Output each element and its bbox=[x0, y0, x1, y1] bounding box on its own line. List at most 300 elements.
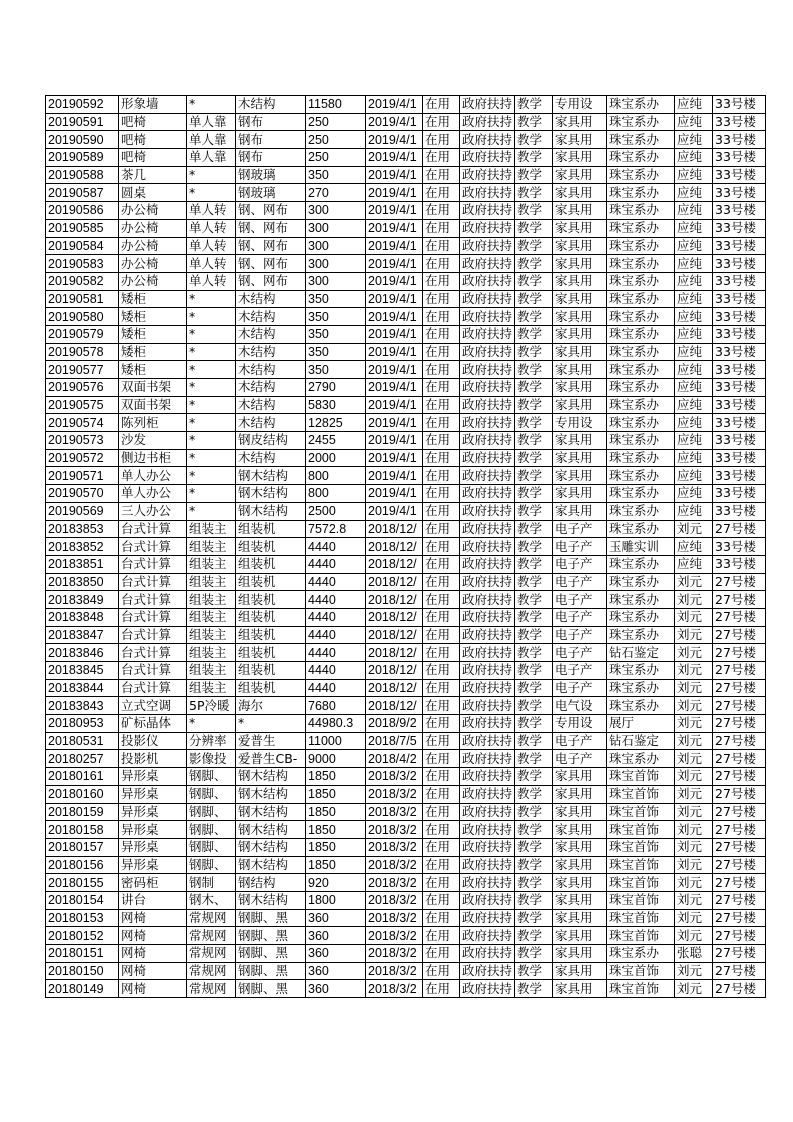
purchase-date-cell: 2018/3/2 bbox=[366, 856, 423, 874]
status-cell: 在用 bbox=[423, 361, 460, 379]
category-cell: 电子产 bbox=[553, 538, 607, 556]
asset-name-cell: 异形桌 bbox=[119, 838, 187, 856]
category-cell: 家具用 bbox=[553, 874, 607, 892]
asset-name-cell: 陈列柜 bbox=[119, 414, 187, 432]
asset-id-cell: 20180152 bbox=[46, 927, 119, 945]
spec-cell: * bbox=[187, 166, 236, 184]
spec-cell: 影像投 bbox=[187, 750, 236, 768]
location-cell: 27号楼 bbox=[713, 520, 766, 538]
asset-name-cell: 三人办公 bbox=[119, 502, 187, 520]
model-cell: 钢布 bbox=[236, 113, 306, 131]
asset-name-cell: 异形桌 bbox=[119, 821, 187, 839]
table-row bbox=[46, 715, 766, 733]
funding-source-cell: 政府扶持 bbox=[460, 803, 515, 821]
table-row bbox=[46, 785, 766, 803]
department-cell: 珠宝系办 bbox=[607, 485, 675, 503]
spec-cell: 组装主 bbox=[187, 573, 236, 591]
category-cell: 电子产 bbox=[553, 644, 607, 662]
price-cell: 1850 bbox=[306, 856, 366, 874]
table-row bbox=[46, 432, 766, 450]
price-cell: 1850 bbox=[306, 768, 366, 786]
spec-cell: 钢脚、 bbox=[187, 821, 236, 839]
price-cell: 1850 bbox=[306, 821, 366, 839]
status-cell: 在用 bbox=[423, 697, 460, 715]
table-row bbox=[46, 573, 766, 591]
price-cell: 800 bbox=[306, 485, 366, 503]
table-row bbox=[46, 379, 766, 397]
category-cell: 家具用 bbox=[553, 343, 607, 361]
asset-id-cell: 20183850 bbox=[46, 573, 119, 591]
asset-name-cell: 办公椅 bbox=[119, 219, 187, 237]
purchase-date-cell: 2018/3/2 bbox=[366, 962, 423, 980]
purchase-date-cell: 2018/12/ bbox=[366, 573, 423, 591]
spec-cell: 单人靠 bbox=[187, 113, 236, 131]
department-cell: 珠宝系办 bbox=[607, 414, 675, 432]
price-cell: 360 bbox=[306, 962, 366, 980]
table-row bbox=[46, 520, 766, 538]
location-cell: 27号楼 bbox=[713, 608, 766, 626]
purchase-date-cell: 2019/4/1 bbox=[366, 255, 423, 273]
model-cell: 钢木结构 bbox=[236, 838, 306, 856]
asset-id-cell: 20180531 bbox=[46, 732, 119, 750]
purchase-date-cell: 2018/12/ bbox=[366, 662, 423, 680]
price-cell: 360 bbox=[306, 909, 366, 927]
table-row bbox=[46, 219, 766, 237]
asset-name-cell: 网椅 bbox=[119, 962, 187, 980]
spec-cell: 组装主 bbox=[187, 644, 236, 662]
model-cell: 木结构 bbox=[236, 308, 306, 326]
department-cell: 珠宝系办 bbox=[607, 449, 675, 467]
custodian-cell: 应纯 bbox=[675, 361, 713, 379]
location-cell: 33号楼 bbox=[713, 113, 766, 131]
asset-id-cell: 20180153 bbox=[46, 909, 119, 927]
spec-cell: 单人转 bbox=[187, 202, 236, 220]
category-cell: 家具用 bbox=[553, 149, 607, 167]
status-cell: 在用 bbox=[423, 237, 460, 255]
status-cell: 在用 bbox=[423, 591, 460, 609]
table-row bbox=[46, 874, 766, 892]
location-cell: 33号楼 bbox=[713, 343, 766, 361]
custodian-cell: 张聪 bbox=[675, 945, 713, 963]
category-cell: 家具用 bbox=[553, 945, 607, 963]
asset-id-cell: 20190579 bbox=[46, 325, 119, 343]
asset-id-cell: 20180953 bbox=[46, 715, 119, 733]
usage-cell: 教学 bbox=[515, 502, 553, 520]
location-cell: 33号楼 bbox=[713, 502, 766, 520]
purchase-date-cell: 2018/9/2 bbox=[366, 715, 423, 733]
department-cell: 珠宝系办 bbox=[607, 608, 675, 626]
funding-source-cell: 政府扶持 bbox=[460, 467, 515, 485]
funding-source-cell: 政府扶持 bbox=[460, 662, 515, 680]
custodian-cell: 刘元 bbox=[675, 591, 713, 609]
category-cell: 电子产 bbox=[553, 732, 607, 750]
usage-cell: 教学 bbox=[515, 113, 553, 131]
status-cell: 在用 bbox=[423, 467, 460, 485]
location-cell: 27号楼 bbox=[713, 891, 766, 909]
category-cell: 家具用 bbox=[553, 202, 607, 220]
funding-source-cell: 政府扶持 bbox=[460, 520, 515, 538]
location-cell: 27号楼 bbox=[713, 962, 766, 980]
location-cell: 33号楼 bbox=[713, 396, 766, 414]
funding-source-cell: 政府扶持 bbox=[460, 891, 515, 909]
asset-table bbox=[45, 95, 766, 998]
price-cell: 1850 bbox=[306, 803, 366, 821]
model-cell: 钢木结构 bbox=[236, 768, 306, 786]
usage-cell: 教学 bbox=[515, 219, 553, 237]
model-cell: 组装机 bbox=[236, 626, 306, 644]
spec-cell: * bbox=[187, 432, 236, 450]
location-cell: 33号楼 bbox=[713, 467, 766, 485]
asset-name-cell: 吧椅 bbox=[119, 149, 187, 167]
department-cell: 珠宝首饰 bbox=[607, 891, 675, 909]
usage-cell: 教学 bbox=[515, 325, 553, 343]
custodian-cell: 刘元 bbox=[675, 750, 713, 768]
custodian-cell: 刘元 bbox=[675, 803, 713, 821]
usage-cell: 教学 bbox=[515, 662, 553, 680]
department-cell: 珠宝系办 bbox=[607, 945, 675, 963]
model-cell: 钢木结构 bbox=[236, 803, 306, 821]
custodian-cell: 应纯 bbox=[675, 149, 713, 167]
status-cell: 在用 bbox=[423, 555, 460, 573]
model-cell: 钢结构 bbox=[236, 874, 306, 892]
department-cell: 珠宝系办 bbox=[607, 272, 675, 290]
funding-source-cell: 政府扶持 bbox=[460, 96, 515, 114]
spec-cell: 组装主 bbox=[187, 520, 236, 538]
model-cell: 钢木结构 bbox=[236, 856, 306, 874]
location-cell: 33号楼 bbox=[713, 202, 766, 220]
location-cell: 27号楼 bbox=[713, 679, 766, 697]
usage-cell: 教学 bbox=[515, 449, 553, 467]
price-cell: 4440 bbox=[306, 662, 366, 680]
status-cell: 在用 bbox=[423, 396, 460, 414]
location-cell: 27号楼 bbox=[713, 945, 766, 963]
purchase-date-cell: 2019/4/1 bbox=[366, 325, 423, 343]
department-cell: 珠宝系办 bbox=[607, 219, 675, 237]
model-cell: 木结构 bbox=[236, 343, 306, 361]
price-cell: 4440 bbox=[306, 644, 366, 662]
category-cell: 家具用 bbox=[553, 113, 607, 131]
custodian-cell: 应纯 bbox=[675, 96, 713, 114]
table-row bbox=[46, 166, 766, 184]
usage-cell: 教学 bbox=[515, 927, 553, 945]
department-cell: 珠宝系办 bbox=[607, 502, 675, 520]
usage-cell: 教学 bbox=[515, 715, 553, 733]
asset-id-cell: 20190580 bbox=[46, 308, 119, 326]
spec-cell: * bbox=[187, 449, 236, 467]
custodian-cell: 应纯 bbox=[675, 308, 713, 326]
category-cell: 电子产 bbox=[553, 573, 607, 591]
asset-id-cell: 20180161 bbox=[46, 768, 119, 786]
custodian-cell: 应纯 bbox=[675, 219, 713, 237]
department-cell: 珠宝系办 bbox=[607, 520, 675, 538]
asset-name-cell: 密码柜 bbox=[119, 874, 187, 892]
usage-cell: 教学 bbox=[515, 237, 553, 255]
status-cell: 在用 bbox=[423, 290, 460, 308]
custodian-cell: 刘元 bbox=[675, 980, 713, 998]
status-cell: 在用 bbox=[423, 520, 460, 538]
usage-cell: 教学 bbox=[515, 591, 553, 609]
table-row bbox=[46, 255, 766, 273]
department-cell: 珠宝系办 bbox=[607, 96, 675, 114]
asset-id-cell: 20183847 bbox=[46, 626, 119, 644]
status-cell: 在用 bbox=[423, 644, 460, 662]
model-cell: 木结构 bbox=[236, 325, 306, 343]
custodian-cell: 刘元 bbox=[675, 573, 713, 591]
model-cell: 钢木结构 bbox=[236, 502, 306, 520]
purchase-date-cell: 2018/12/ bbox=[366, 520, 423, 538]
funding-source-cell: 政府扶持 bbox=[460, 361, 515, 379]
custodian-cell: 应纯 bbox=[675, 166, 713, 184]
category-cell: 家具用 bbox=[553, 768, 607, 786]
category-cell: 家具用 bbox=[553, 962, 607, 980]
purchase-date-cell: 2019/4/1 bbox=[366, 467, 423, 485]
model-cell: 钢、网布 bbox=[236, 255, 306, 273]
asset-id-cell: 20190586 bbox=[46, 202, 119, 220]
location-cell: 27号楼 bbox=[713, 591, 766, 609]
table-row bbox=[46, 272, 766, 290]
custodian-cell: 刘元 bbox=[675, 520, 713, 538]
asset-name-cell: 网椅 bbox=[119, 927, 187, 945]
purchase-date-cell: 2019/4/1 bbox=[366, 485, 423, 503]
purchase-date-cell: 2018/3/2 bbox=[366, 874, 423, 892]
location-cell: 27号楼 bbox=[713, 980, 766, 998]
department-cell: 珠宝系办 bbox=[607, 662, 675, 680]
asset-id-cell: 20183845 bbox=[46, 662, 119, 680]
model-cell: 钢脚、黑 bbox=[236, 945, 306, 963]
asset-id-cell: 20190569 bbox=[46, 502, 119, 520]
department-cell: 钻石鉴定 bbox=[607, 732, 675, 750]
location-cell: 33号楼 bbox=[713, 538, 766, 556]
status-cell: 在用 bbox=[423, 608, 460, 626]
funding-source-cell: 政府扶持 bbox=[460, 202, 515, 220]
price-cell: 2790 bbox=[306, 379, 366, 397]
category-cell: 家具用 bbox=[553, 432, 607, 450]
purchase-date-cell: 2019/4/1 bbox=[366, 202, 423, 220]
department-cell: 珠宝系办 bbox=[607, 573, 675, 591]
price-cell: 350 bbox=[306, 343, 366, 361]
asset-name-cell: 茶几 bbox=[119, 166, 187, 184]
model-cell: * bbox=[236, 715, 306, 733]
usage-cell: 教学 bbox=[515, 803, 553, 821]
usage-cell: 教学 bbox=[515, 608, 553, 626]
location-cell: 33号楼 bbox=[713, 255, 766, 273]
model-cell: 组装机 bbox=[236, 591, 306, 609]
status-cell: 在用 bbox=[423, 803, 460, 821]
asset-id-cell: 20190592 bbox=[46, 96, 119, 114]
category-cell: 家具用 bbox=[553, 379, 607, 397]
department-cell: 珠宝系办 bbox=[607, 113, 675, 131]
table-row bbox=[46, 538, 766, 556]
table-row bbox=[46, 290, 766, 308]
funding-source-cell: 政府扶持 bbox=[460, 343, 515, 361]
asset-name-cell: 台式计算 bbox=[119, 538, 187, 556]
custodian-cell: 刘元 bbox=[675, 697, 713, 715]
location-cell: 27号楼 bbox=[713, 909, 766, 927]
spec-cell: 钢脚、 bbox=[187, 856, 236, 874]
category-cell: 家具用 bbox=[553, 803, 607, 821]
asset-id-cell: 20190577 bbox=[46, 361, 119, 379]
usage-cell: 教学 bbox=[515, 96, 553, 114]
spec-cell: * bbox=[187, 361, 236, 379]
asset-name-cell: 网椅 bbox=[119, 980, 187, 998]
asset-id-cell: 20180156 bbox=[46, 856, 119, 874]
purchase-date-cell: 2018/12/ bbox=[366, 591, 423, 609]
model-cell: 钢、网布 bbox=[236, 202, 306, 220]
status-cell: 在用 bbox=[423, 679, 460, 697]
usage-cell: 教学 bbox=[515, 467, 553, 485]
custodian-cell: 刘元 bbox=[675, 768, 713, 786]
table-row bbox=[46, 644, 766, 662]
model-cell: 木结构 bbox=[236, 396, 306, 414]
spec-cell: * bbox=[187, 96, 236, 114]
funding-source-cell: 政府扶持 bbox=[460, 538, 515, 556]
location-cell: 33号楼 bbox=[713, 290, 766, 308]
category-cell: 电子产 bbox=[553, 626, 607, 644]
asset-id-cell: 20190585 bbox=[46, 219, 119, 237]
category-cell: 家具用 bbox=[553, 308, 607, 326]
department-cell: 珠宝首饰 bbox=[607, 856, 675, 874]
department-cell: 玉雕实训 bbox=[607, 538, 675, 556]
spec-cell: 钢脚、 bbox=[187, 803, 236, 821]
asset-name-cell: 办公椅 bbox=[119, 255, 187, 273]
funding-source-cell: 政府扶持 bbox=[460, 750, 515, 768]
model-cell: 木结构 bbox=[236, 290, 306, 308]
category-cell: 电子产 bbox=[553, 608, 607, 626]
purchase-date-cell: 2018/3/2 bbox=[366, 803, 423, 821]
status-cell: 在用 bbox=[423, 874, 460, 892]
location-cell: 33号楼 bbox=[713, 219, 766, 237]
usage-cell: 教学 bbox=[515, 396, 553, 414]
table-row bbox=[46, 96, 766, 114]
spec-cell: * bbox=[187, 184, 236, 202]
asset-id-cell: 20190584 bbox=[46, 237, 119, 255]
funding-source-cell: 政府扶持 bbox=[460, 379, 515, 397]
spec-cell: 常规网 bbox=[187, 909, 236, 927]
department-cell: 珠宝系办 bbox=[607, 149, 675, 167]
usage-cell: 教学 bbox=[515, 361, 553, 379]
asset-name-cell: 台式计算 bbox=[119, 555, 187, 573]
department-cell: 珠宝系办 bbox=[607, 379, 675, 397]
department-cell: 珠宝系办 bbox=[607, 361, 675, 379]
custodian-cell: 刘元 bbox=[675, 927, 713, 945]
model-cell: 钢、网布 bbox=[236, 219, 306, 237]
asset-name-cell: 讲台 bbox=[119, 891, 187, 909]
usage-cell: 教学 bbox=[515, 538, 553, 556]
status-cell: 在用 bbox=[423, 131, 460, 149]
usage-cell: 教学 bbox=[515, 838, 553, 856]
asset-name-cell: 矮柜 bbox=[119, 290, 187, 308]
department-cell: 珠宝系办 bbox=[607, 166, 675, 184]
category-cell: 家具用 bbox=[553, 856, 607, 874]
purchase-date-cell: 2018/3/2 bbox=[366, 785, 423, 803]
table-row bbox=[46, 856, 766, 874]
spec-cell: 常规网 bbox=[187, 945, 236, 963]
funding-source-cell: 政府扶持 bbox=[460, 308, 515, 326]
funding-source-cell: 政府扶持 bbox=[460, 573, 515, 591]
price-cell: 1850 bbox=[306, 785, 366, 803]
category-cell: 家具用 bbox=[553, 361, 607, 379]
asset-name-cell: 双面书架 bbox=[119, 396, 187, 414]
model-cell: 钢、网布 bbox=[236, 237, 306, 255]
funding-source-cell: 政府扶持 bbox=[460, 644, 515, 662]
table-row bbox=[46, 396, 766, 414]
usage-cell: 教学 bbox=[515, 697, 553, 715]
funding-source-cell: 政府扶持 bbox=[460, 131, 515, 149]
department-cell: 珠宝系办 bbox=[607, 750, 675, 768]
category-cell: 家具用 bbox=[553, 131, 607, 149]
price-cell: 350 bbox=[306, 361, 366, 379]
price-cell: 360 bbox=[306, 927, 366, 945]
price-cell: 44980.3 bbox=[306, 715, 366, 733]
price-cell: 350 bbox=[306, 308, 366, 326]
asset-id-cell: 20180149 bbox=[46, 980, 119, 998]
price-cell: 300 bbox=[306, 272, 366, 290]
asset-id-cell: 20190573 bbox=[46, 432, 119, 450]
asset-name-cell: 异形桌 bbox=[119, 785, 187, 803]
spec-cell: 组装主 bbox=[187, 538, 236, 556]
department-cell: 珠宝首饰 bbox=[607, 927, 675, 945]
usage-cell: 教学 bbox=[515, 414, 553, 432]
custodian-cell: 刘元 bbox=[675, 909, 713, 927]
purchase-date-cell: 2018/12/ bbox=[366, 644, 423, 662]
funding-source-cell: 政府扶持 bbox=[460, 715, 515, 733]
location-cell: 33号楼 bbox=[713, 361, 766, 379]
category-cell: 家具用 bbox=[553, 184, 607, 202]
usage-cell: 教学 bbox=[515, 131, 553, 149]
asset-id-cell: 20183844 bbox=[46, 679, 119, 697]
custodian-cell: 应纯 bbox=[675, 131, 713, 149]
table-row bbox=[46, 467, 766, 485]
status-cell: 在用 bbox=[423, 821, 460, 839]
custodian-cell: 应纯 bbox=[675, 379, 713, 397]
table-row bbox=[46, 962, 766, 980]
location-cell: 33号楼 bbox=[713, 485, 766, 503]
asset-id-cell: 20183843 bbox=[46, 697, 119, 715]
custodian-cell: 应纯 bbox=[675, 237, 713, 255]
location-cell: 27号楼 bbox=[713, 821, 766, 839]
usage-cell: 教学 bbox=[515, 909, 553, 927]
category-cell: 家具用 bbox=[553, 290, 607, 308]
model-cell: 钢脚、黑 bbox=[236, 909, 306, 927]
custodian-cell: 应纯 bbox=[675, 290, 713, 308]
status-cell: 在用 bbox=[423, 485, 460, 503]
purchase-date-cell: 2019/4/1 bbox=[366, 414, 423, 432]
table-row bbox=[46, 750, 766, 768]
custodian-cell: 应纯 bbox=[675, 272, 713, 290]
status-cell: 在用 bbox=[423, 538, 460, 556]
table-row bbox=[46, 927, 766, 945]
custodian-cell: 刘元 bbox=[675, 679, 713, 697]
price-cell: 250 bbox=[306, 113, 366, 131]
price-cell: 4440 bbox=[306, 591, 366, 609]
table-row bbox=[46, 202, 766, 220]
spec-cell: 钢制 bbox=[187, 874, 236, 892]
price-cell: 4440 bbox=[306, 573, 366, 591]
purchase-date-cell: 2018/3/2 bbox=[366, 768, 423, 786]
purchase-date-cell: 2019/4/1 bbox=[366, 272, 423, 290]
model-cell: 木结构 bbox=[236, 361, 306, 379]
department-cell: 珠宝首饰 bbox=[607, 803, 675, 821]
purchase-date-cell: 2019/4/1 bbox=[366, 449, 423, 467]
department-cell: 珠宝系办 bbox=[607, 290, 675, 308]
category-cell: 家具用 bbox=[553, 891, 607, 909]
asset-id-cell: 20183851 bbox=[46, 555, 119, 573]
custodian-cell: 刘元 bbox=[675, 856, 713, 874]
usage-cell: 教学 bbox=[515, 679, 553, 697]
status-cell: 在用 bbox=[423, 272, 460, 290]
status-cell: 在用 bbox=[423, 750, 460, 768]
table-row bbox=[46, 945, 766, 963]
